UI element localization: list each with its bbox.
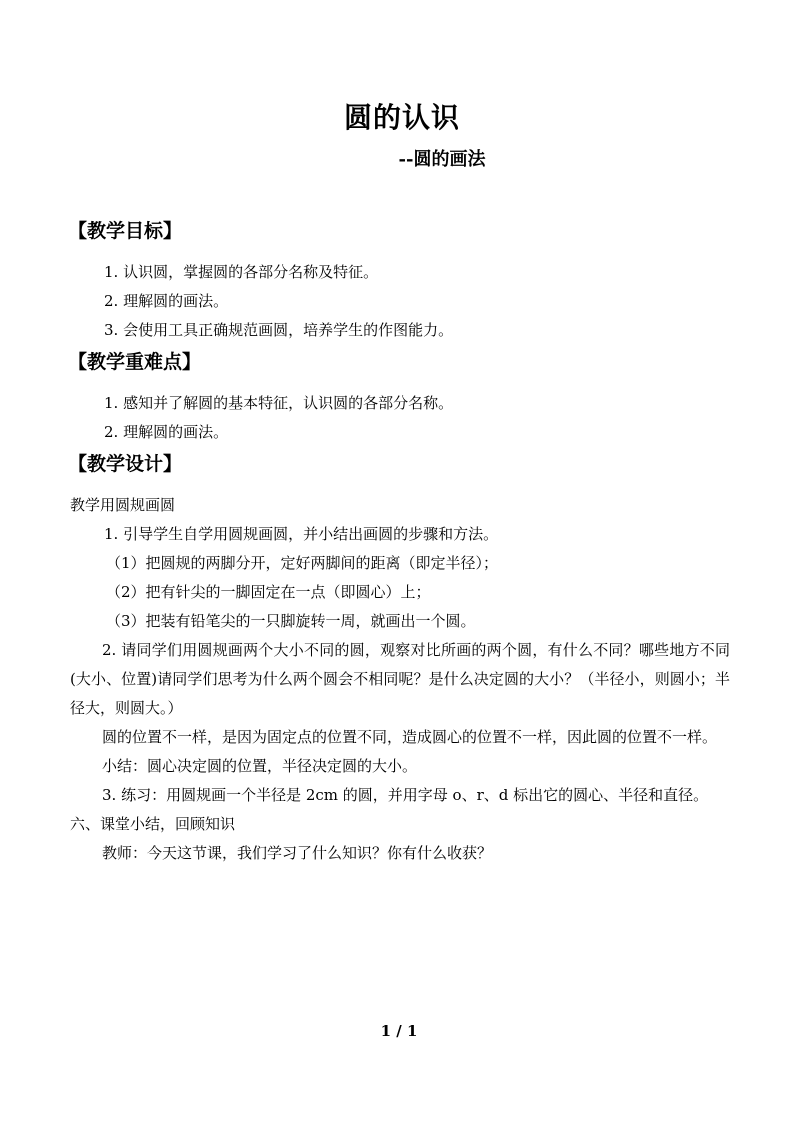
goals-item: 2. 理解圆的画法。	[104, 292, 229, 310]
key-points-list	[70, 389, 730, 447]
goals-list	[70, 258, 730, 345]
design-step-3: 3. 练习：用圆规画一个半径是 2cm 的圆，并用字母 o、r、d 标出它的圆心、半径和直径。	[102, 786, 709, 804]
document-subtitle: --圆的画法	[398, 149, 486, 170]
design-step-2: 2. 请同学们用圆规画两个大小不同的圆，观察对比所画的两个圆，有什么不同？哪些地方不同(大小、位置)请同学们思考为什么两个圆会不相同呢？是什么决定圆的大小？（半径小，则圆小；半径大，则圆大。）	[70, 641, 730, 717]
goals-item: 3. 会使用工具正确规范画圆，培养学生的作图能力。	[104, 321, 454, 339]
design-section	[70, 491, 730, 868]
key-points-heading: 【教学重难点】	[68, 351, 202, 373]
document-title: 圆的认识	[343, 101, 460, 134]
design-step-1-sub: （1）把圆规的两脚分开，定好两脚间的距离（即定半径）；	[106, 554, 499, 572]
page-number: 1 / 1	[380, 1022, 418, 1040]
design-summary: 小结：圆心决定圆的位置，半径决定圆的大小。	[102, 757, 418, 775]
design-step-1-sub: （2）把有针尖的一脚固定在一点（即圆心）上；	[106, 583, 431, 601]
design-step-1-sub: （3）把装有铅笔尖的一只脚旋转一周，就画出一个圆。	[106, 612, 476, 630]
document-body	[70, 214, 730, 868]
goals-heading: 【教学目标】	[68, 220, 183, 242]
recap-teacher-line: 教师：今天这节课，我们学习了什么知识？你有什么收获？	[102, 844, 493, 862]
goals-item: 1. 认识圆，掌握圆的各部分名称及特征。	[104, 263, 379, 281]
recap-heading: 六、课堂小结，回顾知识	[70, 815, 236, 833]
key-points-item: 1. 感知并了解圆的基本特征，认识圆的各部分名称。	[104, 394, 454, 412]
key-points-item: 2. 理解圆的画法。	[104, 423, 229, 441]
design-intro: 教学用圆规画圆	[70, 496, 176, 514]
design-position-note: 圆的位置不一样，是因为固定点的位置不同，造成圆心的位置不一样，因此圆的位置不一样。	[102, 728, 718, 746]
design-heading: 【教学设计】	[68, 453, 183, 475]
design-step-1: 1. 引导学生自学用圆规画圆，并小结出画圆的步骤和方法。	[104, 525, 499, 543]
